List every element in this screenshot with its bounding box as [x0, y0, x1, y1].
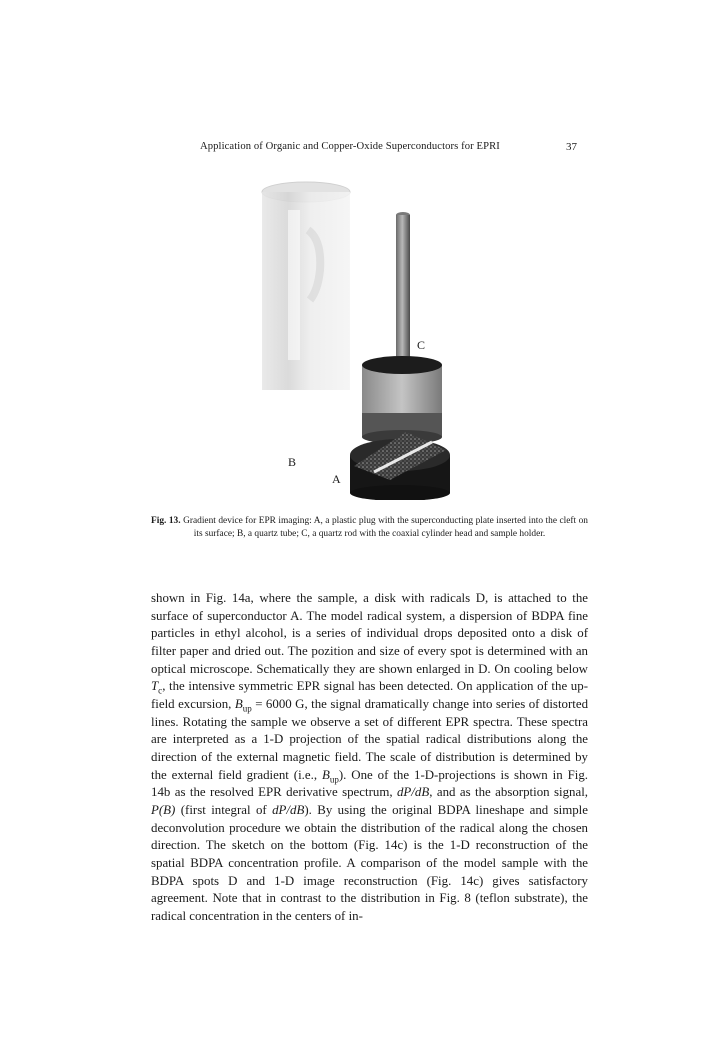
caption-text: Gradient device for EPR imaging: A, a plastic plug with the superconducting plate inserted into the cleft on its surface; B, a quartz tube; C, a quartz rod with the coaxial cylinder head and sample holder.	[183, 516, 588, 539]
body-text-run: ). One of the 1-D-projections is shown in Fig. 14b as the resolved EPR derivative spectrum,	[151, 767, 588, 800]
caption-number: Fig. 13.	[151, 516, 181, 526]
symbol-bup: B	[321, 767, 330, 782]
subscript-up: up	[242, 703, 252, 714]
body-text-run: ). By using the original BDPA lineshape and simple deconvolution procedure we obtain the distribution of the radical along the chosen direction. The sketch on the bottom (Fig. 14c) is the 1-D reconstruction of the spatial BDPA concentration profile. A comparison of the model sample with the BDPA spots D and 1-D image reconstruction (Fig. 14c) gives satisfactory agreement. Note that in contrast to the distribution in Fig. 8 (teflon substrate), the radical concentration in the centers of in-	[151, 802, 588, 923]
body-text-run: = 6000 G, the signal dramatically change into series of distorted lines. Rotating the sample we observe a set of different EPR spectra. These spectra are interpreted as a 1-D projection of the spatial radical distributions along the direction of the external magnetic field. The scale of distribution is determined by the external field gradient (i.e.,	[151, 696, 589, 782]
symbol-tc: T	[151, 679, 159, 694]
plastic-plug	[350, 432, 450, 500]
page-number: 37	[566, 141, 577, 153]
quartz-tube	[262, 182, 350, 390]
label-c: C	[417, 338, 426, 352]
subscript-up: up	[329, 774, 339, 785]
symbol-dpdb: dP/dB	[396, 785, 430, 800]
quartz-rod	[396, 212, 410, 365]
body-text-run: (first integral of	[175, 802, 273, 817]
subscript-c: c	[158, 685, 163, 696]
figure-caption	[151, 515, 588, 540]
symbol-dpdb: dP/dB	[272, 802, 305, 817]
cylinder-head	[362, 356, 442, 444]
label-b: B	[288, 455, 297, 469]
body-text-run: shown in Fig. 14a, where the sample, a disk with radicals D, is attached to the surface of superconductor A. The model radical system, a dispersion of BDPA fine particles in ethyl alcohol, is a series of individual drops deposited onto a disk of filter paper and dried out. The pozition and size of every spot is determined with an optical microscope. Schematically they are shown enlarged in D. On cooling below	[151, 591, 588, 676]
label-a: A	[332, 472, 341, 486]
figure-13-photo	[250, 170, 470, 500]
running-title: Application of Organic and Copper-Oxide Superconductors for EPRI	[200, 141, 500, 152]
device-illustration	[250, 170, 470, 500]
body-paragraph	[151, 590, 588, 925]
body-text-run: , the intensive symmetric EPR signal has been detected. On application of the up-field excursion,	[151, 679, 588, 711]
body-text-run: , and as the absorption signal,	[429, 785, 588, 800]
symbol-pb: P(B)	[151, 802, 176, 817]
symbol-bup: B	[234, 696, 243, 711]
